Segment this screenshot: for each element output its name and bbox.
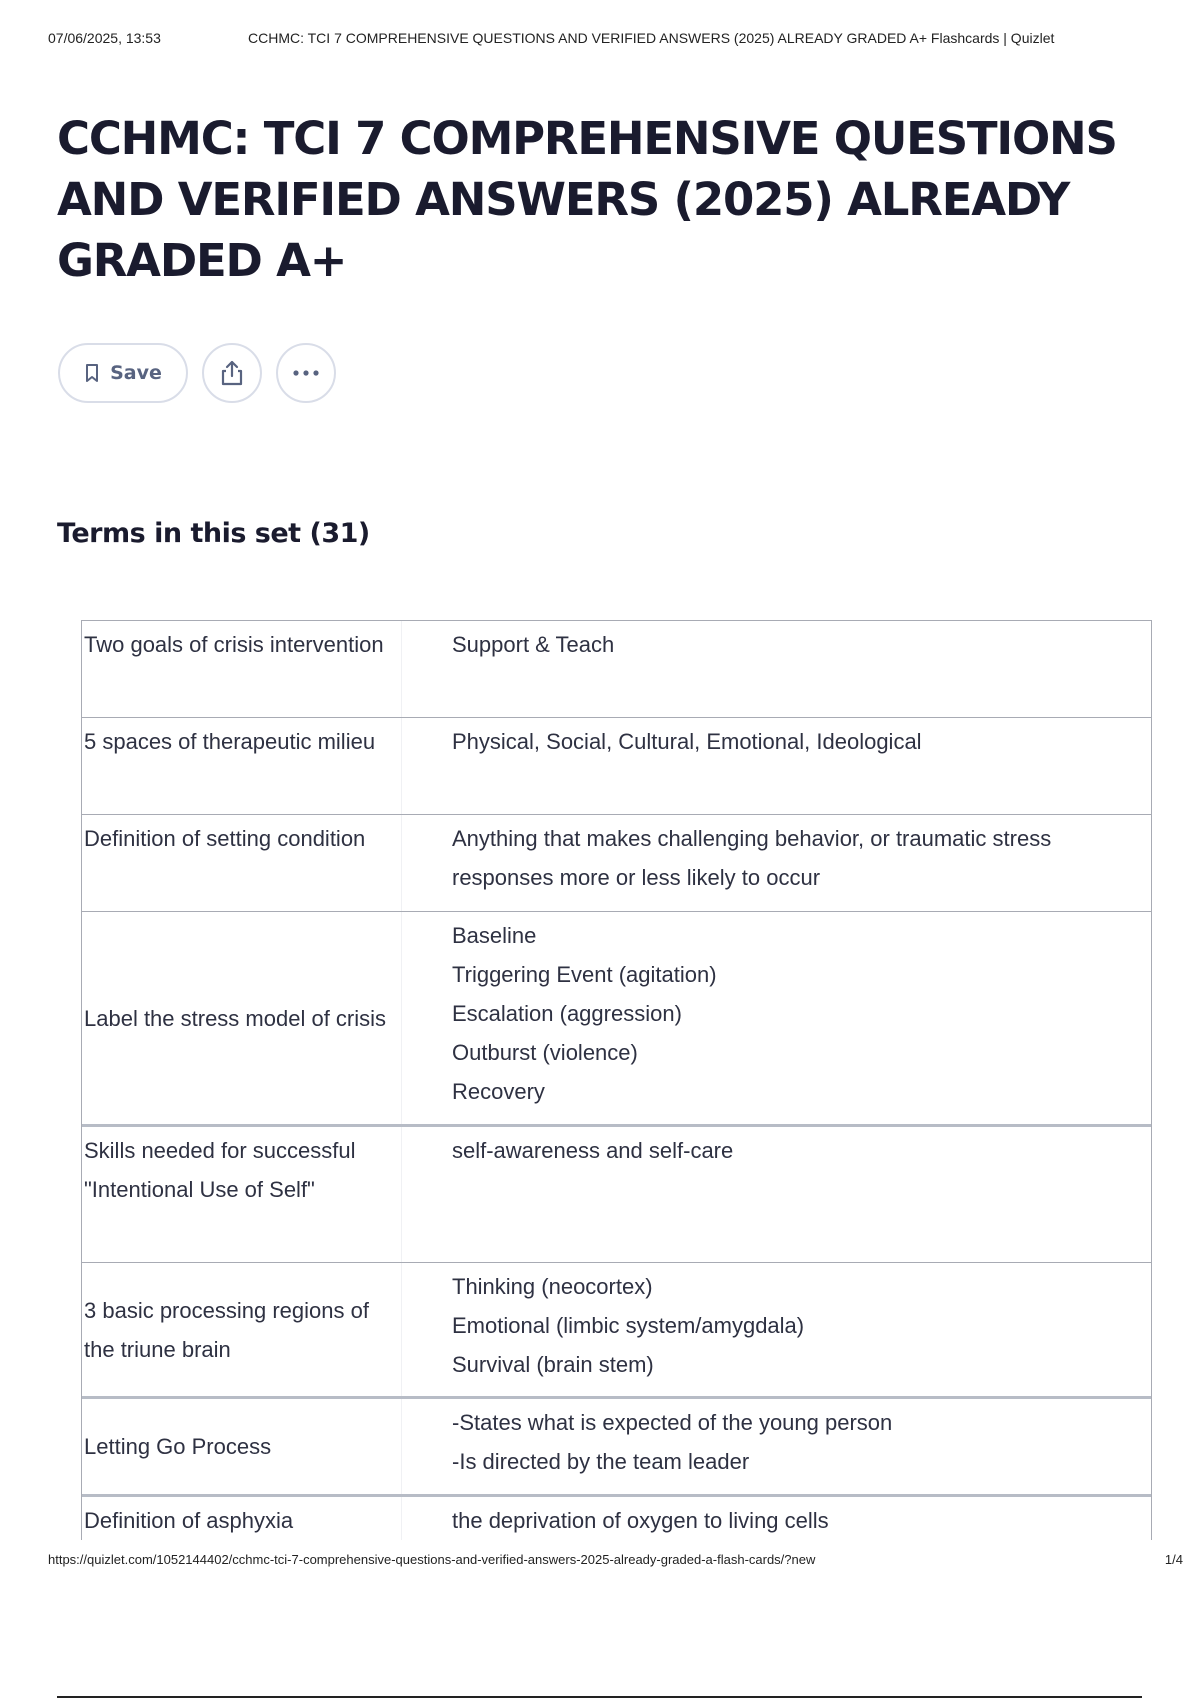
term-row [82,1497,1151,1540]
definition-line: Baseline [452,923,537,948]
term-row [82,912,1151,1127]
definition-line: -States what is expected of the young person [452,1410,893,1435]
definition-text [402,815,1151,911]
term-text [82,1399,402,1494]
definition-text [402,621,1151,717]
definition-line: -Is directed by the team leader [452,1449,750,1474]
term-label: Letting Go Process [84,1434,272,1459]
bookmark-icon [84,363,100,383]
definition-line: Anything that makes challenging behavior, or traumatic stress responses more or less likely to occur [452,826,1052,890]
term-text: Skills needed for successful "Intentional Use of Self" [82,1127,402,1262]
term-row [82,815,1151,912]
term-label: Label the stress model of crisis [84,1005,387,1031]
term-text: Two goals of crisis intervention [82,621,402,717]
page-number: 1/4 [1164,1552,1183,1567]
term-text: 5 spaces of therapeutic milieu [82,718,402,814]
definition-text [402,1399,1151,1494]
definition-text [402,1263,1151,1396]
definition-line: the deprivation of oxygen to living cells [452,1508,829,1533]
definition-line: self-awareness and self-care [452,1138,734,1163]
term-text: Definition of asphyxia [82,1497,402,1540]
definition-text [402,1127,1151,1262]
more-options-button[interactable] [276,343,336,403]
definition-line: Outburst (violence) [452,1040,638,1065]
definition-line: Recovery [452,1079,545,1104]
page-url: https://quizlet.com/1052144402/cchmc-tci-7-comprehensive-questions-and-verified-answers-2025-already-graded-a-flash-cards/?new [48,1552,816,1567]
term-text: Definition of setting condition [82,815,402,911]
share-button[interactable] [202,343,262,403]
save-label: Save [110,362,162,384]
term-row [82,1127,1151,1263]
terms-heading: Terms in this set (31) [57,518,370,549]
definition-line: Physical, Social, Cultural, Emotional, Ideological [452,729,922,754]
page-title: CCHMC: TCI 7 COMPREHENSIVE QUESTIONS AND VERIFIED ANSWERS (2025) ALREADY GRADED A+ [57,112,1117,287]
term-row [82,621,1151,718]
term-text [82,912,402,1124]
term-row [82,1399,1151,1497]
set-actions [58,343,336,403]
definition-line: Emotional (limbic system/amygdala) [452,1313,805,1338]
share-icon [219,359,245,387]
save-button[interactable] [58,343,188,403]
terms-list [81,620,1152,1540]
term-row [82,1263,1151,1399]
divider [57,1696,1142,1698]
print-page-title: CCHMC: TCI 7 COMPREHENSIVE QUESTIONS AND VERIFIED ANSWERS (2025) ALREADY GRADED A+ Flashcards | Quizlet [248,30,1055,46]
definition-text [402,912,1151,1124]
definition-text [402,718,1151,814]
definition-line: Support & Teach [452,632,615,657]
definition-line: Escalation (aggression) [452,1001,682,1026]
more-icon [292,369,320,377]
definition-text [402,1497,1151,1540]
print-date: 07/06/2025, 13:53 [48,30,161,46]
term-label: 3 basic processing regions of the triune brain [84,1297,369,1362]
definition-line: Thinking (neocortex) [452,1274,653,1299]
definition-line: Triggering Event (agitation) [452,962,717,987]
term-row [82,718,1151,815]
term-text [82,1263,402,1396]
definition-line: Survival (brain stem) [452,1352,654,1377]
